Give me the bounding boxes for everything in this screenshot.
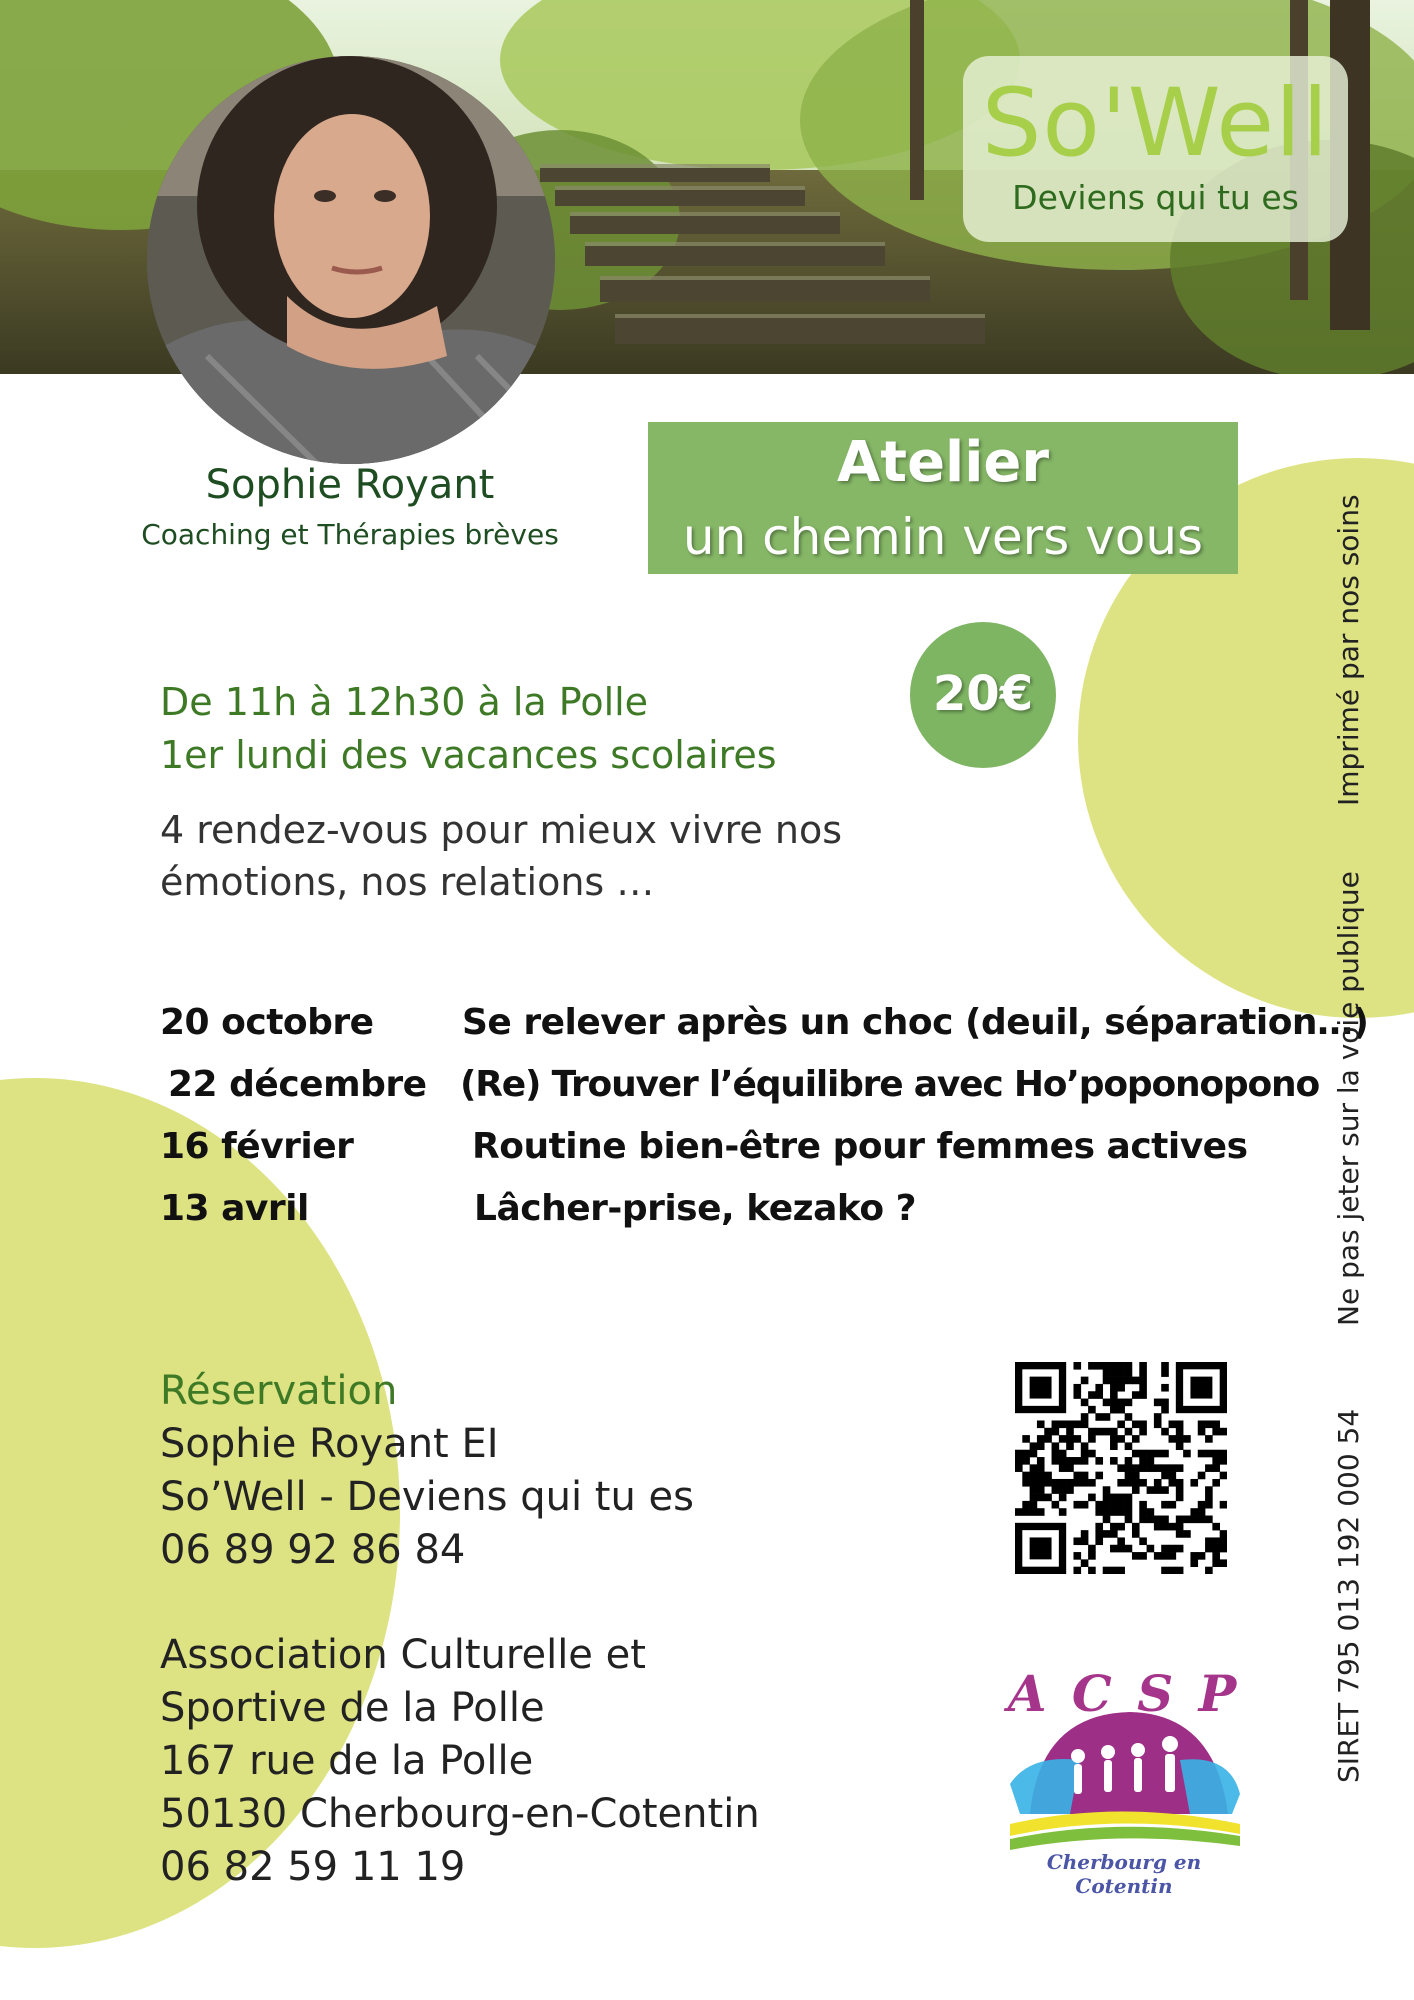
price-text: 20€ — [932, 666, 1034, 722]
association-name-line-1: Association Culturelle et — [160, 1632, 646, 1678]
sowell-logo — [963, 56, 1348, 242]
coach-portrait-photo — [147, 56, 555, 464]
reservation-name: Sophie Royant EI — [160, 1421, 499, 1467]
intro-line-2: émotions, nos relations … — [160, 860, 655, 904]
logo-tagline: Deviens qui tu es — [1012, 178, 1299, 217]
reservation-company: So’Well - Deviens qui tu es — [160, 1474, 694, 1520]
event-date: 20 octobre — [160, 1002, 374, 1043]
event-title: (Re) Trouver l’équilibre avec Ho’poponopono — [460, 1064, 1319, 1105]
workshop-title-banner — [648, 422, 1238, 574]
title-line-2: un chemin vers vous — [682, 508, 1204, 566]
acsp-city: Cherbourg en Cotentin — [1046, 1850, 1202, 1898]
title-line-1: Atelier — [836, 430, 1050, 495]
event-date: 22 décembre — [168, 1064, 427, 1105]
event-date: 16 février — [160, 1126, 354, 1167]
event-title: Lâcher-prise, kezako ? — [474, 1188, 916, 1229]
siret-number: SIRET 795 013 192 000 54 — [1332, 1408, 1365, 1783]
intro-line-1: 4 rendez-vous pour mieux vivre nos — [160, 808, 843, 852]
association-name-line-2: Sportive de la Polle — [160, 1685, 545, 1731]
logo-wordmark: So'Well — [981, 69, 1330, 178]
acsp-logo — [1000, 1664, 1248, 1898]
reservation-phone: 06 89 92 86 84 — [160, 1527, 466, 1573]
association-phone: 06 82 59 11 19 — [160, 1844, 466, 1890]
association-address-line-2: 50130 Cherbourg-en-Cotentin — [160, 1791, 760, 1837]
schedule-time: De 11h à 12h30 à la Polle — [160, 680, 649, 724]
coach-role: Coaching et Thérapies brèves — [141, 518, 559, 551]
event-title: Routine bien-être pour femmes actives — [472, 1126, 1248, 1167]
coach-name: Sophie Royant — [205, 462, 495, 508]
reservation-heading: Réservation — [160, 1368, 398, 1414]
association-address-line-1: 167 rue de la Polle — [160, 1738, 534, 1784]
schedule-day: 1er lundi des vacances scolaires — [160, 733, 777, 777]
event-date: 13 avril — [160, 1188, 309, 1229]
dont-litter-note: Ne pas jeter sur la voie publique — [1332, 871, 1365, 1326]
qr-code[interactable] — [1015, 1362, 1227, 1574]
acsp-letters: A C S P — [1007, 1664, 1241, 1723]
price-badge — [910, 622, 1056, 768]
event-title: Se relever après un choc (deuil, séparation…) — [462, 1002, 1369, 1043]
printed-by-note: Imprimé par nos soins — [1332, 494, 1365, 806]
